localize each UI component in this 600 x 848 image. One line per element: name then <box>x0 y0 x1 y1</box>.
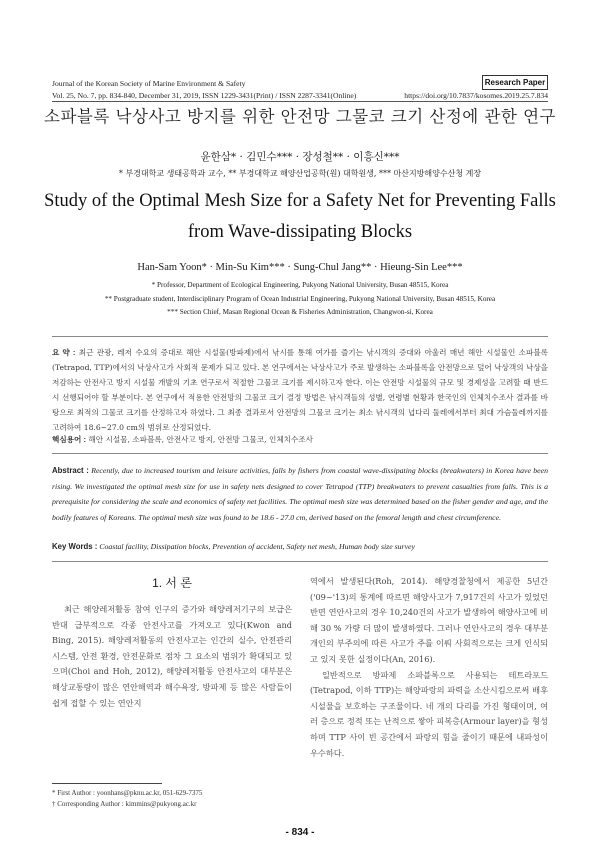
volume-info: Vol. 25, No. 7, pp. 834-840, December 31, 2019, ISSN 1229-3431(Print) / ISSN 2287-3341(Online) <box>52 91 357 100</box>
body-paragraph: 역에서 발생된다(Roh, 2014). 해양경찰청에서 제공한 5년간('09~'13)의 통계에 따르면 해양사고가 7,917건의 사고가 있었던 반면 연안사고의 경우 10,240건의 사고가 발생하여 해양사고에 비해 30 % 가량 더 많이 발생하였다. 그러나 연안사고의 경우 대부분 개인의 부주의에 따른 사고가 주를 이뤄 사회적으로는 크게 인식되고 있지 못한 실정이다(An, 2016). <box>310 576 548 664</box>
affiliation-english-2: ** Postgraduate student, Interdisciplinary Program of Ocean Industrial Engineering, Pukyong National University, Busan 48515, Korea <box>104 295 496 303</box>
journal-name: Journal of the Korean Society of Marine Environment & Safety <box>52 79 246 88</box>
title-english: Study of the Optimal Mesh Size for a Safety Net for Preventing Falls from Wave-dissipating Blocks <box>44 191 556 242</box>
body-column-right <box>310 574 548 761</box>
abstract-divider-mid <box>52 453 548 454</box>
abstract-divider-top <box>52 336 548 337</box>
footnote-divider <box>52 783 162 784</box>
abstract-english-label: Abstract : <box>52 466 89 475</box>
header-divider <box>52 101 548 102</box>
keywords-english-label: Key Words : <box>52 542 98 551</box>
title-korean: 소파블록 낙상사고 방지를 위한 안전망 그물코 크기 산정에 관한 연구 <box>44 107 556 126</box>
authors-english: Han-Sam Yoon* · Min-Su Kim*** · Sung-Chul Jang** · Hieung-Sin Lee*** <box>137 262 463 273</box>
affiliation-english-1: * Professor, Department of Ecological Engineering, Pukyong National University, Busan 48515, Korea <box>151 281 449 289</box>
section-heading: 1. 서 론 <box>152 576 192 590</box>
abstract-korean <box>52 345 548 435</box>
footnote-first-author: * First Author : yoonhans@pknu.ac.kr, 051-629-7375 <box>52 789 203 797</box>
keywords-english-text: Coastal facility, Dissipation blocks, Prevention of accident, Safety net mesh, Human body size survey <box>99 542 415 551</box>
body-paragraph: 일반적으로 방파제 소파블록으로 사용되는 테트라포드(Tetrapod, 이하 TTP)는 해양파랑의 파력을 소산시킴으로써 배후 시설물을 보호하는 구조물이다. 네 개의 다리를 가진 형태이며, 여러 층으로 정적 또는 난적으로 쌓아 피복층(Armour layer)을 형성하며 TTP 사이 빈 공간에서 파랑의 힘을 줄이기 때문에 내파성이 우수하다. <box>310 669 548 758</box>
keywords-korean-text: 해안 시설물, 소파블록, 안전사고 방지, 안전망 그물코, 인체치수조사 <box>88 435 314 444</box>
article-type-badge: Research Paper <box>482 75 548 90</box>
body-column-left: 최근 해양레저활동 참여 인구의 증가와 해양레저기구의 보급은 반대 급부적으로 각종 안전사고를 가져오고 있다(Kwon and Bing, 2015). 해양레저활동의 안전사고는 인간의 실수, 안전관리시스템, 안전 환경, 안전문화로 점차 그 요소의 범위가 확대되고 있으며(Choi and Hoh, 2012), 해양레저활동 안전사고의 대부분은 해상교통량이 많은 연안해역과 해수욕장, 방파제 등 많은 사람들이 쉽게 접할 수 있는 연안지 <box>52 604 292 708</box>
abstract-divider-bottom <box>52 561 548 562</box>
doi-link[interactable]: https://doi.org/10.7837/kosomes.2019.25.7.834 <box>404 91 548 100</box>
authors-korean: 윤한삼* · 김민수*** · 장성철** · 이흥신*** <box>200 151 400 163</box>
page-number: - 834 - <box>285 827 315 838</box>
keywords-korean-label: 핵심용어 : <box>52 435 86 444</box>
abstract-english <box>52 463 548 525</box>
abstract-korean-label: 요 약 : <box>52 348 76 357</box>
keywords-korean <box>52 434 548 445</box>
affiliation-korean: * 부경대학교 생태공학과 교수, ** 부경대학교 해양산업공학(원) 대학원생, *** 마산지방해양수산청 계장 <box>118 169 482 178</box>
abstract-english-text: Recently, due to increased tourism and leisure activities, falls by fishers from coastal wave-dissipating blocks (breakwaters) in Korea have been rising. We investigated the optimal mesh size for use in safety nets designed to cover Tetrapod (TTP) breakwaters to prevent casualties from falls. This is a prerequisite for considering the scale and economics of safety net facilities. The optimal mesh size was determined based on the fisher gender and age, and the bodily features of Koreans. The optimal mesh size was found to be 18.6 - 27.0 cm, derived based on the femoral length and chest circumference. <box>52 466 548 522</box>
affiliation-english-3: *** Section Chief, Masan Regional Ocean & Fisheries Administration, Changwon-si, Korea <box>167 308 433 316</box>
footnote-corresponding-author: † Corresponding Author : kimmins@pukyong.ac.kr <box>52 800 197 808</box>
keywords-english <box>52 542 548 551</box>
abstract-korean-text: 최근 관광, 레저 수요의 증대로 해안 시설물(방파제)에서 낚시를 통해 여가를 즐기는 낚시객의 증대와 아울러 매년 해안 시설물인 소파블록(Tetrapod, TTP)에서의 낙상사고가 사회적 문제가 되고 있다. 본 연구에서는 낙상사고가 주로 발생하는 소파블록을 안전망으로 덮어 낙상객의 낙상을 저감하는 안전사고 방지 시설물 개발의 기초 연구로서 적절한 그물코 크기를 제시하고자 한다. 이는 안전망 시설물의 규모 및 경제성을 고려할 때 반드시 선행되어야 할 부분이다. 본 연구에서 적용한 안전망의 그물코 크기 결정 방법은 낚시객들의 성별, 연령별 현황과 한국인의 인체치수조사 결과를 바탕으로 최적의 그물코 크기를 산정하고자 하였다. 그 최종 결과로서 안전망의 그물코 크기는 최소 낚시객의 넙다리 둘레에서부터 최대 가슴둘레까지를 고려하여 18.6~27.0 cm의 범위로 산정되었다. <box>52 348 549 432</box>
